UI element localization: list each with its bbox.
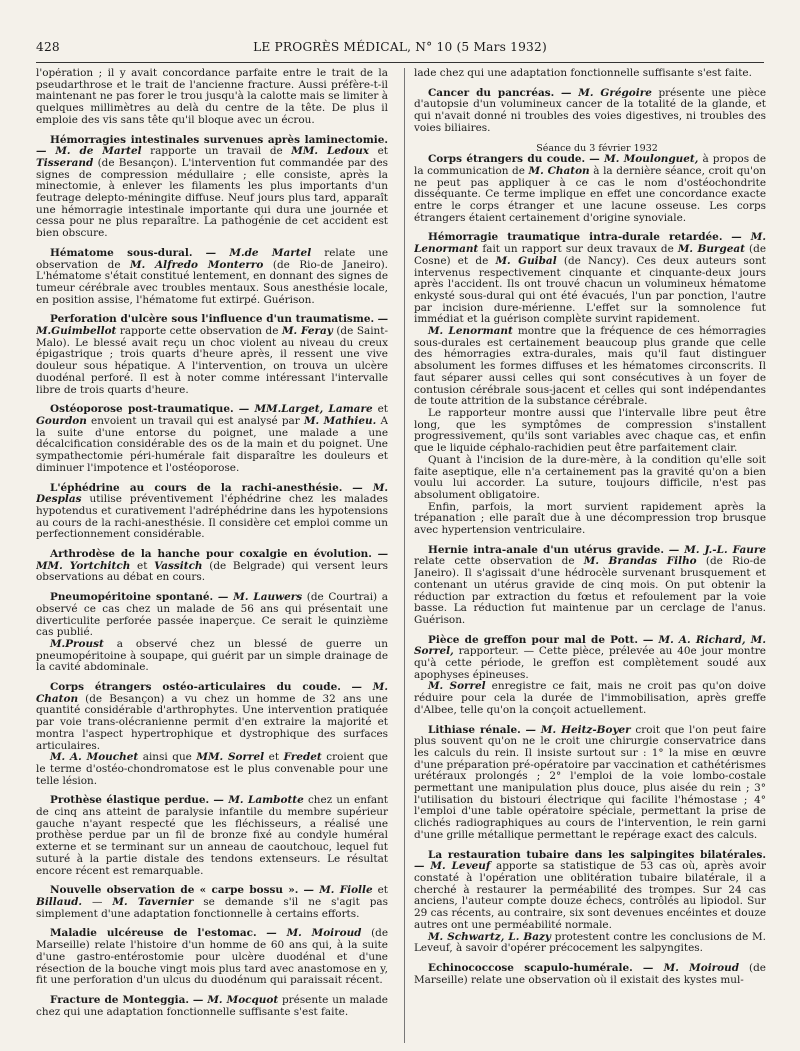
author: Fredet <box>283 751 322 764</box>
paragraph <box>36 639 388 674</box>
author: — MM. Yortchitch <box>36 548 388 572</box>
entry-heading: Arthrodèse de la hanche pour coxalgie en évolution. <box>50 548 372 561</box>
article-entry <box>36 404 388 474</box>
entry-heading: La restauration tubaire dans les salpingites bilatérales. <box>428 848 766 861</box>
author: — MM.Larget, Lamare <box>238 403 373 416</box>
body-text: rapporte un travail de <box>141 145 292 158</box>
paragraph <box>36 885 388 920</box>
body-text: et <box>369 145 388 158</box>
article-entry <box>414 154 766 224</box>
author: — M. Moiroud <box>266 927 362 940</box>
author: — M. Leveuf <box>414 860 491 873</box>
author: M. Burgeat <box>677 243 745 256</box>
article-entry <box>36 68 388 127</box>
body-text: croient que le terme d'ostéo-chondromatose est le plus convenable pour une telle lésion. <box>36 751 388 787</box>
column-divider <box>404 68 405 1043</box>
paragraph <box>414 725 766 842</box>
entry-heading: Hernie intra-anale d'un utérus gravide. <box>428 543 665 556</box>
body-text: utilise préventivement l'éphédrine chez les malades hypotendus et curativement l'adréphédrine dans les hypotensions au cours de la rachi-anesthésie. Il considère cet emploi comme un perfectionnement considérable. <box>36 493 388 541</box>
body-text: croit que l'on peut faire plus souvent qu'on ne le croit une chirurgie conservatrice dans les calculs du rein. Il insiste surtout sur : 1° la mise en œuvre d'une préparation pré-opératoire par vaccination et cathétérismes urétéraux prolongés ; 2° l'emploi de la voie lombo-costale permettant une manipulation plus douce, plus aisée du rein ; 3° l'utilisation du bistouri électrique qui facilite l'hémostase ; 4° l'emploi d'une table opératoire spéciale, permettant la prise de clichés radiographiques au cours de l'intervention, le rein garni d'une grille métallique permettant le repérage exact des calculs. <box>414 723 766 841</box>
entry-heading: Maladie ulcéreuse de l'estomac. <box>50 927 257 940</box>
body-text: et <box>130 559 155 572</box>
body-text: présente un malade chez qui une adaptation fonctionnelle suffisante s'est faite. <box>36 993 388 1018</box>
body-text: — <box>82 896 113 908</box>
body-text: (de Cosne) et de <box>414 243 766 267</box>
article-entry <box>36 592 388 674</box>
article-entry <box>36 549 388 584</box>
body-text: chez un enfant de cinq ans atteint de paralysie infantile du membre supérieur gauche n'ayant respecté que les fléchisseurs, a réalisé une prothèse perdue par un fil de bronze fixé au condyle huméral externe et se terminant sur un anneau de caoutchouc, lequel fut suturé à la partie distale des tendons extenseurs. Le résultat encore récent est remarquable. <box>36 794 388 877</box>
author: — M. Desplas <box>36 481 388 506</box>
article-entry <box>36 885 388 920</box>
body-text: (de Saint-Malo). Le blessé avait reçu un choc violent au niveau du creux épigastrique ; trois quarts d'heure après, il ressent une vive douleur sous hépatique. A l'intervention, on trouva un ulcère duodénal perforé. Il est à noter comme intéressant l'intervalle libre de trois quarts d'heure. <box>36 325 388 396</box>
author: M. Schwartz, L. Bazy <box>428 930 551 943</box>
paragraph <box>36 592 388 639</box>
entry-heading: L'éphédrine au cours de la rachi-anesthésie. <box>50 481 343 494</box>
author: M.Proust <box>50 637 104 650</box>
page-number: 428 <box>36 40 60 54</box>
author: Tisserand <box>36 156 94 169</box>
paragraph <box>414 232 766 326</box>
author: M. Tavernier <box>112 896 194 908</box>
entry-heading: Hémorragie traumatique intra-durale retardée. <box>428 231 723 244</box>
body-text: (de Courtrai) a observé ce cas chez un malade de 56 ans qui présentait une diverticulite perforée passée inaperçue. Ce serait le quinzième cas publié. <box>36 591 388 639</box>
paragraph <box>414 850 766 932</box>
entry-heading: Nouvelle observation de « carpe bossu ». <box>50 884 299 897</box>
author: — M.Guimbellot <box>36 313 388 338</box>
body-text: (de Nancy). Ces deux auteurs sont intervenus respectivement cinquante et cinquante-deux jours après l'accident. Ils ont trouvé chacun un volumineux hématome enkysté sous-dural qui ont été évacués, l'un par ponction, l'autre par incision dure-mérienne. L'effet sur la somnolence fut immédiat et la guérison complète survint rapidement. <box>414 254 766 326</box>
author: M. Lenormant <box>428 325 513 338</box>
paragraph <box>414 326 766 408</box>
left-column <box>36 68 388 1043</box>
author: MM. Ledoux <box>291 145 370 158</box>
paragraph <box>36 995 388 1018</box>
paragraph <box>414 963 766 986</box>
body-text: (de Marseille) relate l'histoire d'un homme de 60 ans qui, à la suite d'une gastro-entérostomie pour ulcère duodénal et d'une résection de la bouche vingt mois plus tard avec anastomose en y, fit une perforation d'un ulcus du duodénum qui paraissait récent. <box>36 927 388 987</box>
paragraph <box>36 404 388 474</box>
article-entry <box>414 635 766 717</box>
paragraph <box>36 483 388 542</box>
paragraph <box>36 314 388 396</box>
body-text: (de Rio-de Janeiro). L'hématome s'était constitué lentement, en donnant des signes de tumeur cérébrale avec troubles mentaux. Sous anesthésie locale, en position assise, l'hématome fut extirpé. Guérison. <box>36 258 388 306</box>
author: — M. Lenormant <box>414 231 766 256</box>
author: — M. Heitz-Boyer <box>525 723 631 736</box>
author: — M. Moulonguet, <box>589 153 699 166</box>
article-entry <box>36 995 388 1018</box>
body-text: présente une pièce d'autopsie d'un volumineux cancer de la totalité de la glande, et qui n'avait donné ni troubles des voies digestives, ni troubles des voies biliaires. <box>414 86 766 134</box>
entry-heading: Echinococcose scapulo-humérale. <box>428 961 633 974</box>
author: M. Brandas Filho <box>583 555 697 568</box>
article-entry <box>36 928 388 987</box>
author: — M. Fiolle <box>303 884 373 897</box>
body-text: protestent contre les conclusions de M. Leveuf, à savoir d'opérer précocement les salpyngites. <box>414 930 766 955</box>
body-text: se demande s'il ne s'agit pas simplement d'une adaptation fonctionnelle à certains efforts. <box>36 896 388 920</box>
article-entry <box>414 232 766 536</box>
author: M. Guibal <box>495 254 557 267</box>
paragraph: l'opération ; il y avait concordance parfaite entre le trait de la pseudarthrose et le trait de l'ancienne fracture. Aussi préfère-t-il maintenant ne pas forer le trou jusqu'à la calotte mais se limiter à quelques millimètres au delà du centre de la tête. De plus il emploie des vis sans tête qu'il bloque avec un écrou. <box>36 68 388 126</box>
author: Billaud. <box>36 896 83 908</box>
article-entry <box>36 483 388 542</box>
body-text: fait un rapport sur deux travaux de <box>478 243 678 256</box>
article-entry <box>414 545 766 627</box>
body-text: a observé chez un blessé de guerre un pneumopéritoine à soupape, qui guérit par un simple drainage de la cavité abdominale. <box>36 637 388 674</box>
body-text: apporte sa statistique de 53 cas où, après avoir constaté à l'opération une oblitération tubaire bilatérale, il a cherché à restaurer la perméabilité des trompes. Sur 24 cas anciens, l'auteur compte douze échecs, contrôlés au lipiodol. Sur 29 cas récents, au contraire, six sont devenues encéintes et douze autres ont une perméabilité normale. <box>414 860 766 931</box>
paragraph: lade chez qui une adaptation fonctionnelle suffisante s'est faite. <box>414 68 752 79</box>
author: — M. de Martel <box>36 145 142 158</box>
body-text: et <box>264 751 284 764</box>
author: M. Feray <box>281 325 333 338</box>
body-text: rapporteur. — Cette pièce, prélevée au 40e jour montre qu'à cette période, le greffon est complètement soudé aux apophyses épineuses. <box>414 645 766 681</box>
author: — M. Lauwers <box>217 591 303 604</box>
author: — M. Lambotte <box>213 794 304 807</box>
article-entry <box>414 88 766 135</box>
author: — M. J.-L. Faure <box>668 543 766 556</box>
entry-heading: Pièce de greffon pour mal de Pott. <box>428 633 638 646</box>
article-entry <box>36 314 388 396</box>
body-text: et <box>372 403 388 416</box>
author: M. Sorrel <box>428 680 486 693</box>
paragraph <box>36 752 388 787</box>
running-head <box>36 40 764 60</box>
entry-heading: Ostéoporose post-traumatique. <box>50 403 234 416</box>
body-text: (de Besançon) a vu chez un homme de 32 ans une quantité considérable d'arthrophytes. Une intervention pratiquée par voie trans-olécranienne permit d'en extraire la majorité et montra l'aspect hypertrophique et dystrophique des surfaces articulaires. <box>36 692 388 752</box>
article-entry <box>414 725 766 842</box>
article-entry <box>36 135 388 240</box>
paragraph <box>36 928 388 987</box>
entry-heading: Prothèse élastique perdue. <box>50 794 210 807</box>
article-entry <box>36 248 388 307</box>
body-text: (de Belgrade) qui versent leurs observations au débat en cours. <box>36 559 388 584</box>
paragraph <box>414 635 766 682</box>
author: M. Alfredo Monterro <box>130 258 264 271</box>
paragraph <box>414 88 766 135</box>
entry-heading: Lithiase rénale. <box>428 723 521 736</box>
paragraph <box>414 545 766 627</box>
paragraph <box>36 795 388 877</box>
author: — M. Mocquot <box>192 993 279 1006</box>
paragraph <box>36 248 388 307</box>
right-column <box>414 68 766 1043</box>
author: — M. Chaton <box>36 681 388 705</box>
body-text: relate cette observation de <box>414 555 584 568</box>
paragraph <box>36 682 388 752</box>
author: — M. Moiroud <box>642 961 740 974</box>
paragraph <box>36 549 388 584</box>
body-text: (de Marseille) relate une observation où il existait des kystes mul- <box>414 961 766 986</box>
paragraph: Le rapporteur montre aussi que l'intervalle libre peut être long, que les symptômes de compression s'installent progressivement, qu'ils sont variables avec chaque cas, et enfin que le liquide céphalo-rachidien peut être parfaitement clair. <box>414 406 766 455</box>
author: Vassitch <box>154 559 203 572</box>
entry-heading: Perforation d'ulcère sous l'influence d'un traumatisme. <box>50 313 375 326</box>
author: — M. Grégoire <box>560 86 652 99</box>
body-text: envoient un travail qui est analysé par <box>86 414 304 427</box>
session-date: Séance du 3 février 1932 <box>536 142 658 154</box>
header-rule <box>36 62 764 63</box>
entry-heading: Hématome sous-dural. <box>50 246 193 259</box>
author: M. A. Mouchet <box>50 751 139 764</box>
paragraph <box>414 154 766 224</box>
article-entry <box>414 963 766 986</box>
author: — M. A. Richard, M. Sorrel, <box>414 633 766 658</box>
entry-heading: Corps étrangers du coude. <box>428 153 586 166</box>
paragraph <box>36 135 388 240</box>
body-text: enregistre ce fait, mais ne croit pas qu'on doive réduire pour cela la durée de l'immobilisation, après greffe d'Albee, telle qu'on la conçoit actuellement. <box>414 680 766 716</box>
body-text: ainsi que <box>138 751 197 764</box>
body-text: à la dernière séance, croit qu'on ne peut pas appliquer à ce cas le nom d'ostéochondrite disséquante. Ce terme implique en effet une concordance exacte entre le corps étranger et une lacune osseuse. Les corps étrangers étaient certainement d'origine synoviale. <box>414 164 766 224</box>
article-entry <box>36 795 388 877</box>
entry-heading: Fracture de Monteggia. <box>50 993 190 1006</box>
entry-heading: Corps étrangers ostéo-articulaires du coude. <box>50 681 341 694</box>
body-text: relate une observation de <box>36 246 388 271</box>
journal-title: LE PROGRÈS MÉDICAL, N° 10 (5 Mars 1932) <box>253 40 547 54</box>
article-entry <box>414 850 766 955</box>
article-entry <box>414 68 766 80</box>
entry-heading: Cancer du pancréas. <box>428 86 555 99</box>
body-text: et <box>372 884 388 897</box>
body-text: (de Besançon). L'intervention fut commandée par des signes de compression médullaire ; elle consiste, après la minectomie, à enlever les filaments les plus importants d'un feutrage delepto-méningite diffuse. Neuf jours plus tard, apparaît une hémorragie intestinale importante qui dura une journée et cessa pour ne plus reparaître. La pathogénie de cet accident est bien obscure. <box>36 156 388 240</box>
author: Gourdon <box>36 414 87 427</box>
author: M. Chaton <box>528 164 590 177</box>
article-entry <box>36 682 388 787</box>
author: MM. Sorrel <box>196 751 265 764</box>
paragraph: Quant à l'incision de la dure-mère, à la condition qu'elle soit faite aseptique, elle n'a certainement pas la gravité qu'on a bien voulu lui accorder. La suture, toujours difficile, n'est pas absolument obligatoire. <box>414 453 766 501</box>
body-text: à propos de la communication de <box>414 153 766 177</box>
body-text: (de Rio-de Janeiro). Il s'agissait d'une hédrocèle survenant brusquement et contenant un utérus gravide de cinq mois. On put obtenir la réduction par extraction du fœtus et refoulement par la voie basse. La réduction fut maintenue par un cerclage de l'anus. Guérison. <box>414 555 766 626</box>
body-text: rapporte cette observation de <box>116 325 282 338</box>
author: — M.de Martel <box>205 246 312 259</box>
author: M. Mathieu. <box>303 414 377 427</box>
paragraph <box>414 932 766 955</box>
paragraph <box>414 681 766 716</box>
entry-heading: Pneumopéritoine spontané. <box>50 591 214 604</box>
entry-heading: Hémorragies intestinales survenues après laminectomie. <box>50 133 388 146</box>
body-text: montre que la fréquence de ces hémorragies sous-durales est certainement beaucoup plus grande que celle des hémorragies extra-durales, mais qu'il faut distinguer absolument les formes diffuses et les hématomes circonscrits. Il faut séparer aussi celles qui sont consécutives à un foyer de contusion cérébrale sous-jacent et celles qui sont indépendantes de toute attrition de la substance cérébrale. <box>414 325 766 408</box>
paragraph: Enfin, parfois, la mort survient rapidement après la trépanation ; elle paraît due à une décompression trop brusque avec hypertension ventriculaire. <box>414 500 766 537</box>
body-text: A la suite d'une entorse du poignet, une malade a une décalcification considérable des os de la main et du poignet. Une sympathectomie péri-humérale fait disparaître les douleurs et diminuer l'impotence et l'ostéoporose. <box>36 414 388 474</box>
